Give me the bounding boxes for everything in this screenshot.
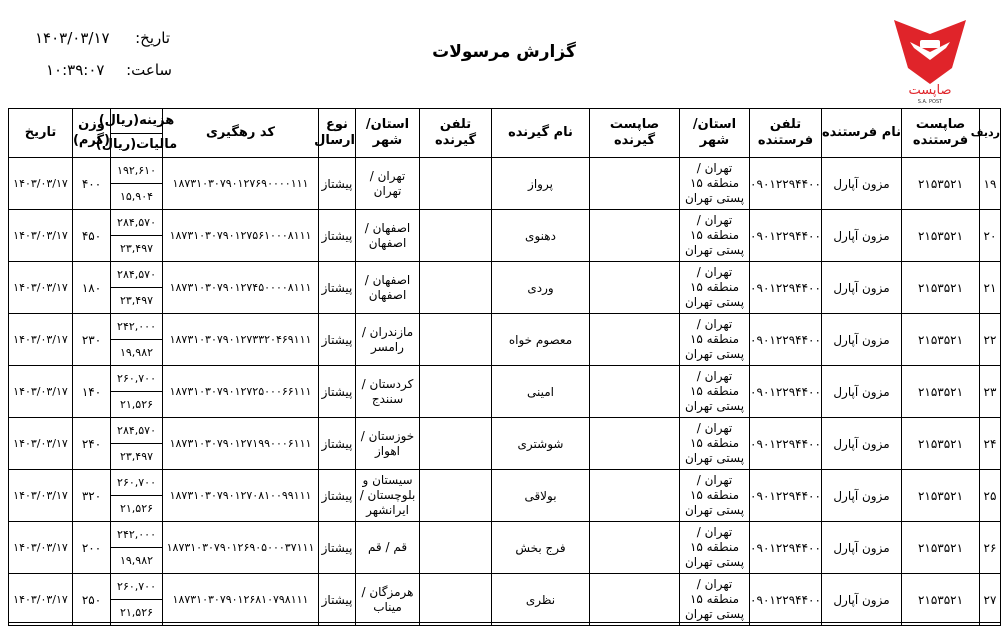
cell-tax: ۲۱,۵۲۶: [119, 606, 154, 619]
col-date: تاریخ: [9, 109, 73, 158]
cell-cost: ۲۸۴,۵۷۰: [111, 210, 162, 236]
cell-cost: ۲۸۴,۵۷۰: [111, 418, 162, 444]
cell-sender-name: مزون آپارل: [822, 366, 902, 418]
col-row: ردیف: [980, 109, 1001, 158]
cell-sender-phone: ۰۹۰۱۲۲۹۴۴۰۰: [750, 522, 822, 574]
cell-sapost-sender: ۲۱۵۳۵۲۱: [902, 314, 980, 366]
cell-tracking: ۱۸۷۳۱۰۳۰۷۹۰۱۲۷۳۳۲۰۴۶۹۱۱۱: [163, 314, 319, 366]
col-sender-phone: تلفن فرستنده: [750, 109, 822, 158]
cell-date: ۱۴۰۳/۰۳/۱۷: [9, 366, 73, 418]
cell-sender-name: مزون آپارل: [822, 470, 902, 522]
cell-cost: ۲۶۰,۷۰۰: [111, 574, 162, 600]
cell-send-type: پیشتاز: [319, 158, 356, 210]
cell-receiver-phone: [420, 574, 492, 626]
cell-cost: ۲۴۲,۰۰۰: [111, 522, 162, 548]
cell-receiver-city: مازندران / رامسر: [356, 314, 420, 366]
date-value: ۱۴۰۳/۰۳/۱۷: [35, 29, 110, 47]
cell-sender-city: تهران / منطقه ۱۵ پستی تهران: [680, 314, 750, 366]
col-cost-tax: [95, 109, 178, 158]
cell-receiver-phone: [420, 158, 492, 210]
cell-receiver-phone: [420, 522, 492, 574]
cell-sender-name: مزون آپارل: [822, 418, 902, 470]
cell-sapost-sender: ۲۱۵۳۵۲۱: [902, 418, 980, 470]
cell-tax: ۱۹,۹۸۲: [119, 346, 154, 359]
cell-row: ۲۳: [980, 366, 1001, 418]
page-title: گزارش مرسولات: [432, 42, 576, 62]
cell-weight: ۴۰۰: [73, 158, 111, 210]
cell-cost-tax: [111, 366, 163, 418]
table-row: [9, 314, 1001, 366]
cell-sender-city: تهران / منطقه ۱۵ پستی تهران: [680, 522, 750, 574]
cell-tracking: ۱۸۷۳۱۰۳۰۷۹۰۱۲۶۸۱۰۷۹۸۱۱۱: [163, 574, 319, 626]
cell-receiver-name: امینی: [492, 366, 590, 418]
cell-date: ۱۴۰۳/۰۳/۱۷: [9, 314, 73, 366]
cell-row: ۲۴: [980, 418, 1001, 470]
cell-receiver-city: تهران / تهران: [356, 158, 420, 210]
col-sapost-sender: صاپست فرستنده: [902, 109, 980, 158]
cell-sender-name: مزون آپارل: [822, 210, 902, 262]
cell-date: ۱۴۰۳/۰۳/۱۷: [9, 522, 73, 574]
cell-cost-tax: [111, 158, 163, 210]
cell-sapost-receiver: [590, 522, 680, 574]
col-receiver-city: استان/ شهر: [356, 109, 420, 158]
cell-tracking: ۱۸۷۳۱۰۳۰۷۹۰۱۲۷۱۹۹۰۰۰۶۱۱۱: [163, 418, 319, 470]
cell-sender-city: تهران / منطقه ۱۵ پستی تهران: [680, 470, 750, 522]
cell-sender-city: تهران / منطقه ۱۵ پستی تهران: [680, 574, 750, 626]
cell-cost-tax: [111, 262, 163, 314]
cell-receiver-city: اصفهان / اصفهان: [356, 210, 420, 262]
cell-receiver-phone: [420, 366, 492, 418]
cell-weight: ۳۲۰: [73, 470, 111, 522]
cell-tracking: ۱۸۷۳۱۰۳۰۷۹۰۱۲۷۵۶۱۰۰۰۸۱۱۱: [163, 210, 319, 262]
cell-sender-phone: ۰۹۰۱۲۲۹۴۴۰۰: [750, 262, 822, 314]
col-sender-city: استان/ شهر: [680, 109, 750, 158]
cell-weight: ۲۴۰: [73, 418, 111, 470]
cell-sapost-sender: ۲۱۵۳۵۲۱: [902, 470, 980, 522]
cell-sapost-sender: ۲۱۵۳۵۲۱: [902, 574, 980, 626]
cell-receiver-name: معصوم خواه: [492, 314, 590, 366]
col-sender-name: نام فرستنده: [822, 109, 902, 158]
cell-sender-city: تهران / منطقه ۱۵ پستی تهران: [680, 366, 750, 418]
cell-sapost-receiver: [590, 314, 680, 366]
cell-sapost-sender: ۲۱۵۳۵۲۱: [902, 366, 980, 418]
cell-cost-tax: [111, 470, 163, 522]
cell-row: ۲۵: [980, 470, 1001, 522]
cell-sender-name: مزون آپارل: [822, 522, 902, 574]
cell-receiver-city: قم / قم: [356, 522, 420, 574]
cell-row: ۲۷: [980, 574, 1001, 626]
cell-sender-name: مزون آپارل: [822, 158, 902, 210]
col-tracking: کد رهگیری: [163, 109, 319, 158]
cell-tax: ۱۵,۹۰۴: [119, 190, 154, 203]
cell-sapost-receiver: [590, 418, 680, 470]
cell-sapost-receiver: [590, 158, 680, 210]
table-row: [9, 262, 1001, 314]
cell-sender-phone: ۰۹۰۱۲۲۹۴۴۰۰: [750, 158, 822, 210]
cell-tax: ۲۱,۵۲۶: [119, 502, 154, 515]
cell-sapost-sender: ۲۱۵۳۵۲۱: [902, 262, 980, 314]
cell-sender-phone: ۰۹۰۱۲۲۹۴۴۰۰: [750, 470, 822, 522]
cell-weight: ۲۳۰: [73, 314, 111, 366]
table-row: [9, 418, 1001, 470]
cell-sapost-receiver: [590, 470, 680, 522]
cell-receiver-name: پرواز: [492, 158, 590, 210]
cell-sapost-sender: ۲۱۵۳۵۲۱: [902, 210, 980, 262]
cell-receiver-name: نظری: [492, 574, 590, 626]
cell-receiver-phone: [420, 470, 492, 522]
cell-weight: ۴۵۰: [73, 210, 111, 262]
cell-date: ۱۴۰۳/۰۳/۱۷: [9, 574, 73, 626]
cell-cost: ۲۶۰,۷۰۰: [111, 366, 162, 392]
cell-weight: ۱۸۰: [73, 262, 111, 314]
cell-tracking: ۱۸۷۳۱۰۳۰۷۹۰۱۲۷۰۸۱۰۰۹۹۱۱۱: [163, 470, 319, 522]
cell-weight: ۲۵۰: [73, 574, 111, 626]
table-header-row: [9, 109, 1001, 158]
cell-send-type: پیشتاز: [319, 522, 356, 574]
cell-sapost-receiver: [590, 574, 680, 626]
cell-tax: ۲۳,۴۹۷: [119, 450, 154, 463]
col-tax: مالیات(ریال): [95, 137, 178, 152]
cell-receiver-city: سیستان و بلوچستان / ایرانشهر: [356, 470, 420, 522]
cell-tax: ۲۳,۴۹۷: [119, 242, 154, 255]
cell-sender-city: تهران / منطقه ۱۵ پستی تهران: [680, 158, 750, 210]
cell-tracking: ۱۸۷۳۱۰۳۰۷۹۰۱۲۷۲۵۰۰۰۶۶۱۱۱: [163, 366, 319, 418]
date-label: تاریخ:: [135, 29, 170, 47]
cell-sender-phone: ۰۹۰۱۲۲۹۴۴۰۰: [750, 418, 822, 470]
cell-sender-phone: ۰۹۰۱۲۲۹۴۴۰۰: [750, 210, 822, 262]
cell-receiver-city: هرمزگان / میناب: [356, 574, 420, 626]
cell-row: ۱۹: [980, 158, 1001, 210]
cell-send-type: پیشتاز: [319, 262, 356, 314]
shipments-table: [8, 108, 1001, 626]
time-value: ۱۰:۳۹:۰۷: [46, 61, 105, 79]
cell-tax: ۲۳,۴۹۷: [119, 294, 154, 307]
cell-receiver-phone: [420, 314, 492, 366]
table-row: [9, 366, 1001, 418]
cell-cost: ۲۸۴,۵۷۰: [111, 262, 162, 288]
logo-icon: [890, 14, 970, 104]
table-row: [9, 158, 1001, 210]
cell-cost-tax: [111, 574, 163, 626]
col-sapost-receiver: صاپست گیرنده: [590, 109, 680, 158]
cell-row: ۲۲: [980, 314, 1001, 366]
cell-sender-city: تهران / منطقه ۱۵ پستی تهران: [680, 262, 750, 314]
cell-date: ۱۴۰۳/۰۳/۱۷: [9, 158, 73, 210]
table-footer-line: [8, 622, 1000, 623]
cell-tracking: ۱۸۷۳۱۰۳۰۷۹۰۱۲۶۹۰۵۰۰۰۳۷۱۱۱: [163, 522, 319, 574]
cell-sapost-receiver: [590, 366, 680, 418]
cell-sender-city: تهران / منطقه ۱۵ پستی تهران: [680, 418, 750, 470]
report-header: [0, 0, 1008, 108]
cell-sender-phone: ۰۹۰۱۲۲۹۴۴۰۰: [750, 314, 822, 366]
cell-send-type: پیشتاز: [319, 366, 356, 418]
cell-receiver-phone: [420, 210, 492, 262]
sapost-logo: [890, 14, 970, 104]
cell-send-type: پیشتاز: [319, 470, 356, 522]
table-row: [9, 574, 1001, 626]
cell-sapost-receiver: [590, 210, 680, 262]
cell-receiver-city: کردستان / سنندج: [356, 366, 420, 418]
cell-date: ۱۴۰۳/۰۳/۱۷: [9, 470, 73, 522]
cell-date: ۱۴۰۳/۰۳/۱۷: [9, 418, 73, 470]
cell-tracking: ۱۸۷۳۱۰۳۰۷۹۰۱۲۷۶۹۰۰۰۰۱۱۱: [163, 158, 319, 210]
cell-sender-phone: ۰۹۰۱۲۲۹۴۴۰۰: [750, 574, 822, 626]
col-receiver-phone: تلفن گیرنده: [420, 109, 492, 158]
cell-cost-tax: [111, 522, 163, 574]
cell-sender-city: تهران / منطقه ۱۵ پستی تهران: [680, 210, 750, 262]
cell-cost: ۱۹۲,۶۱۰: [111, 158, 162, 184]
cell-tax: ۱۹,۹۸۲: [119, 554, 154, 567]
cell-sapost-receiver: [590, 262, 680, 314]
cell-cost-tax: [111, 314, 163, 366]
cell-row: ۲۶: [980, 522, 1001, 574]
cell-sender-phone: ۰۹۰۱۲۲۹۴۴۰۰: [750, 366, 822, 418]
cell-send-type: پیشتاز: [319, 314, 356, 366]
cell-sapost-sender: ۲۱۵۳۵۲۱: [902, 158, 980, 210]
cell-cost: ۲۶۰,۷۰۰: [111, 470, 162, 496]
cell-date: ۱۴۰۳/۰۳/۱۷: [9, 262, 73, 314]
cell-receiver-city: اصفهان / اصفهان: [356, 262, 420, 314]
cell-sender-name: مزون آپارل: [822, 314, 902, 366]
table-row: [9, 522, 1001, 574]
cell-receiver-phone: [420, 262, 492, 314]
col-cost: هزینه(ریال): [111, 110, 162, 134]
cell-receiver-city: خوزستان / اهواز: [356, 418, 420, 470]
cell-tax: ۲۱,۵۲۶: [119, 398, 154, 411]
cell-row: ۲۰: [980, 210, 1001, 262]
cell-receiver-name: دهنوی: [492, 210, 590, 262]
logo-subtext: S.A. POST: [917, 99, 943, 105]
logo-text: صاپست: [908, 83, 952, 98]
cell-send-type: پیشتاز: [319, 574, 356, 626]
cell-receiver-phone: [420, 418, 492, 470]
cell-cost-tax: [111, 210, 163, 262]
col-send-type: نوع ارسال: [319, 109, 356, 158]
cell-cost: ۲۴۲,۰۰۰: [111, 314, 162, 340]
table-row: [9, 470, 1001, 522]
col-receiver-name: نام گیرنده: [492, 109, 590, 158]
cell-sender-name: مزون آپارل: [822, 262, 902, 314]
cell-cost-tax: [111, 418, 163, 470]
cell-send-type: پیشتاز: [319, 418, 356, 470]
cell-tracking: ۱۸۷۳۱۰۳۰۷۹۰۱۲۷۴۵۰۰۰۰۸۱۱۱: [163, 262, 319, 314]
cell-sender-name: مزون آپارل: [822, 574, 902, 626]
cell-row: ۲۱: [980, 262, 1001, 314]
cell-receiver-name: فرج بخش: [492, 522, 590, 574]
cell-sapost-sender: ۲۱۵۳۵۲۱: [902, 522, 980, 574]
cell-receiver-name: وردی: [492, 262, 590, 314]
cell-receiver-name: شوشتری: [492, 418, 590, 470]
table-row: [9, 210, 1001, 262]
cell-send-type: پیشتاز: [319, 210, 356, 262]
cell-weight: ۱۴۰: [73, 366, 111, 418]
cell-receiver-name: بولاقی: [492, 470, 590, 522]
cell-date: ۱۴۰۳/۰۳/۱۷: [9, 210, 73, 262]
time-label: ساعت:: [126, 61, 172, 79]
col-weight: وزن (گرم): [73, 109, 111, 158]
cell-weight: ۲۰۰: [73, 522, 111, 574]
